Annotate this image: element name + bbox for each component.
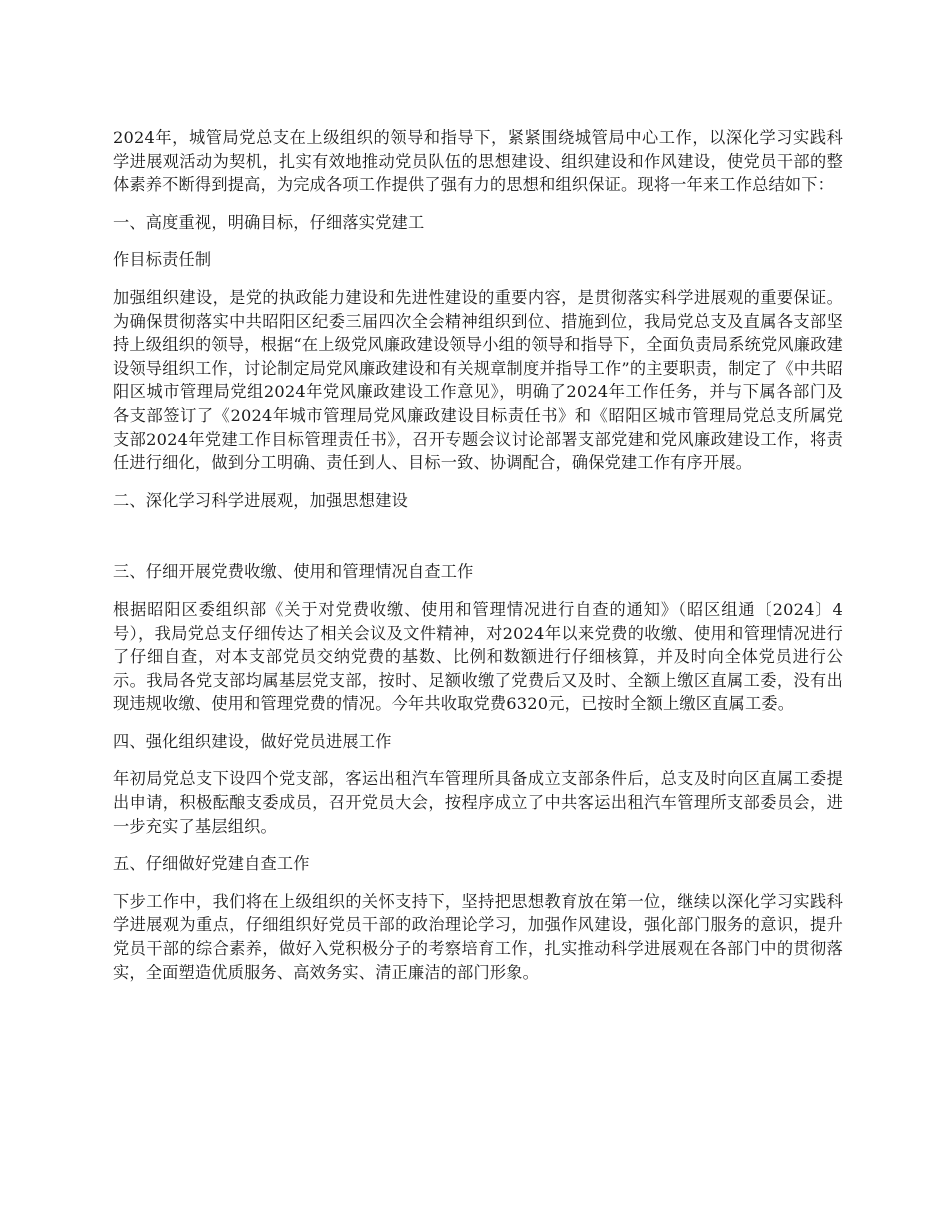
closing-paragraph: 下步工作中，我们将在上级组织的关怀支持下，坚持把思想教育放在第一位，继续以深化学习实践科学进展观为重点，仔细组织好党员干部的政治理论学习，加强作风建设，强化部门服务的意识，提升党员干部的综合素养，做好入党积极分子的考察培育工作，扎实推动科学进展观在各部门中的贯彻落实，全面塑造优质服务、高效务实、清正廉洁的部门形象。: [113, 891, 843, 982]
paragraph-gap: [113, 753, 843, 767]
paragraph-gap: [113, 876, 843, 890]
intro-paragraph: 2024年，城管局党总支在上级组织的领导和指导下，紧紧围绕城管局中心工作，以深化学习实践科学进展观活动为契机，扎实有效地推动党员队伍的思想建设、组织建设和作风建设，使党员干部的整体素养不断得到提高，为完成各项工作提供了强有力的思想和组织保证。现将一年来工作总结如下：: [113, 128, 843, 195]
section-heading-4: 四、强化组织建设，做好党员进展工作: [113, 731, 392, 751]
section-heading-3: 三、仔细开展党费收缴、使用和管理情况自查工作: [113, 562, 474, 582]
paragraph-gap: [113, 197, 843, 211]
section-heading-1: 一、高度重视，明确目标，仔细落实党建工: [113, 212, 425, 232]
paragraph-gap: [113, 584, 843, 598]
paragraph-gap: [113, 272, 843, 286]
section-heading-1-continued: 作目标责任制: [113, 250, 212, 270]
blank-gap: [113, 512, 843, 560]
section-heading-2: 二、深化学习科学进展观，加强思想建设: [113, 490, 408, 510]
paragraph-gap: [113, 234, 843, 248]
paragraph-gap: [113, 716, 843, 730]
paragraph-gap: [113, 475, 843, 489]
paragraph-gap: [113, 838, 843, 852]
section-heading-5: 五、仔细做好党建自查工作: [113, 854, 310, 874]
section-3-body: 根据昭阳区委组织部《关于对党费收缴、使用和管理情况进行自查的通知》（昭区组通〔2024〕4号），我局党总支仔细传达了相关会议及文件精神，对2024年以来党费的收缴、使用和管理情况进行了仔细自查，对本支部党员交纳党费的基数、比例和数额进行仔细核算，并及时向全体党员进行公示。我局各党支部均属基层党支部，按时、足额收缴了党费后又及时、全额上缴区直属工委，没有出现违规收缴、使用和管理党费的情况。今年共收取党费6320元，已按时全额上缴区直属工委。: [113, 599, 843, 714]
document-body: [113, 126, 843, 984]
section-4-body: 年初局党总支下设四个党支部，客运出租汽车管理所具备成立支部条件后，总支及时向区直属工委提出申请，积极酝酿支委成员，召开党员大会，按程序成立了中共客运出租汽车管理所支部委员会，进一步充实了基层组织。: [113, 769, 843, 836]
section-1-body: 加强组织建设，是党的执政能力建设和先进性建设的重要内容，是贯彻落实科学进展观的重要保证。为确保贯彻落实中共昭阳区纪委三届四次全会精神组织到位、措施到位，我局党总支及直属各支部坚持上级组织的领导，根据“在上级党风廉政建设领导小组的领导和指导下，全面负责局系统党风廉政建设领导组织工作，讨论制定局党风廉政建设和有关规章制度并指导工作”的主要职责，制定了《中共昭阳区城市管理局党组2024年党风廉政建设工作意见》，明确了2024年工作任务，并与下属各部门及各支部签订了《2024年城市管理局党风廉政建设目标责任书》和《昭阳区城市管理局党总支所属党支部2024年党建工作目标管理责任书》，召开专题会议讨论部署支部党建和党风廉政建设工作，将责任进行细化，做到分工明确、责任到人、目标一致、协调配合，确保党建工作有序开展。: [113, 287, 843, 473]
